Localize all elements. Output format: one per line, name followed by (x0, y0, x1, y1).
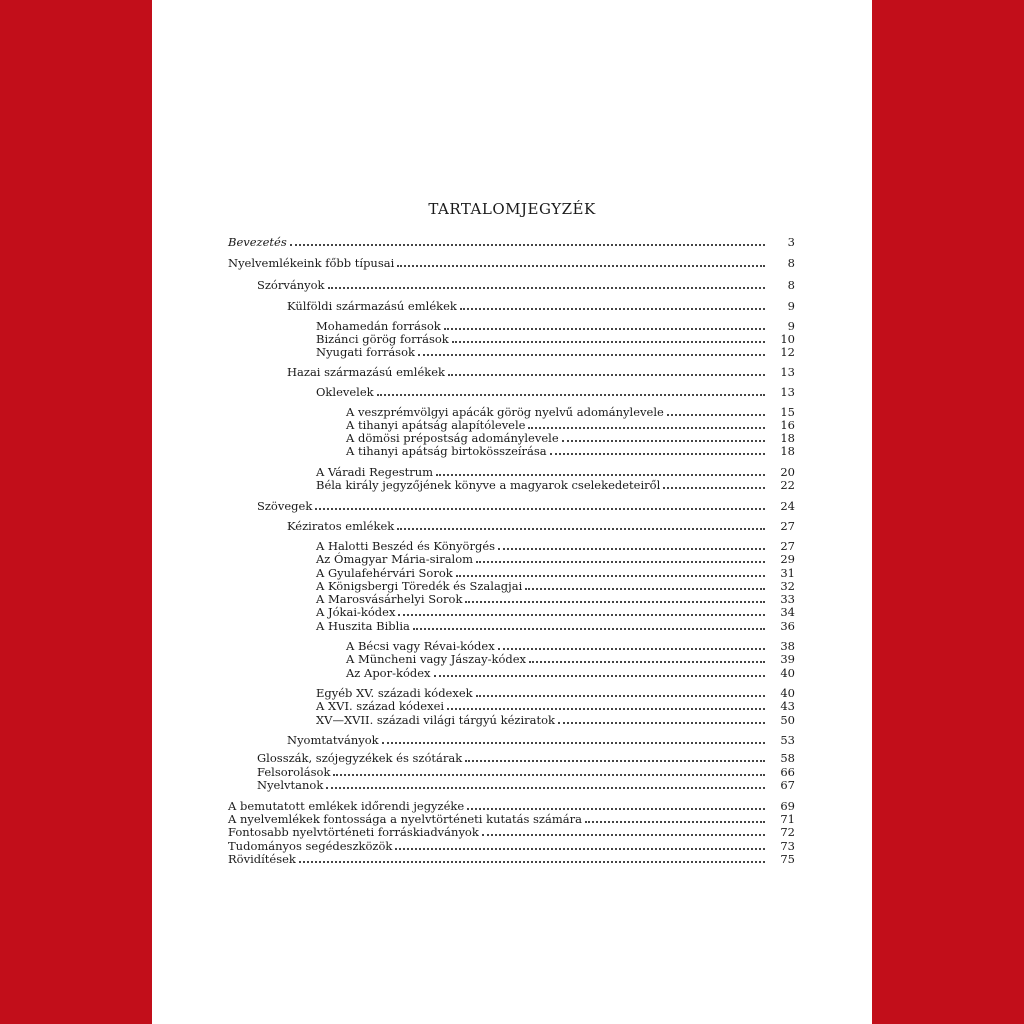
toc-entry-label: A XVI. század kódexei (316, 699, 445, 713)
leader-dots (326, 773, 765, 789)
toc-entry-label: Mohamedán források (316, 319, 441, 333)
toc-entry (228, 794, 795, 813)
toc-entry-page: 67 (780, 778, 795, 792)
toc-entry-label: A bemutatott emlékek időrendi jegyzéke (228, 799, 465, 813)
toc-entry-label: Kéziratos emlékek (287, 519, 395, 533)
toc-entry (228, 807, 795, 826)
toc-entry-label: XV—XVII. századi világi tárgyú kéziratok (316, 713, 555, 727)
toc-entry-page: 50 (780, 713, 795, 727)
toc-entry-page: 75 (780, 852, 795, 866)
toc-entry-page: 10 (780, 332, 795, 346)
toc-entry-label: Nyomtatványok (287, 733, 379, 747)
toc-entry (316, 314, 795, 333)
toc-entry (287, 294, 795, 313)
toc-entry-label: A Marosvásárhelyi Sorok (316, 592, 463, 606)
toc-entry-label: Szövegek (257, 499, 313, 513)
toc-entry (228, 251, 795, 270)
toc-entry-page: 13 (780, 385, 795, 399)
leader-dots (377, 380, 765, 396)
toc-entry-label: A dömösi prépostság adománylevele (346, 431, 559, 445)
toc-entry (316, 547, 795, 566)
toc-entry-label: A veszprémvölgyi apácák görög nyelvű adománylevele (346, 405, 664, 419)
toc-entry-page: 40 (780, 666, 795, 680)
leader-dots (460, 294, 765, 310)
toc-entry-page: 40 (780, 686, 795, 700)
toc-entry-page: 9 (787, 299, 795, 313)
toc-entry-page: 32 (780, 579, 795, 593)
toc-entry-page: 29 (780, 552, 795, 566)
leader-dots (663, 473, 765, 489)
toc-entry-label: Tudományos segédeszközök (228, 839, 393, 853)
leader-dots (418, 340, 765, 356)
toc-entry-page: 8 (787, 278, 795, 292)
toc-entry-page: 43 (780, 699, 795, 713)
toc-entry-page: 36 (780, 619, 795, 633)
leader-dots (550, 439, 765, 455)
toc-entry-page: 66 (780, 765, 795, 779)
leader-dots (382, 728, 765, 744)
toc-entry (228, 847, 795, 866)
toc-entry-label: Oklevelek (316, 385, 374, 399)
leader-dots (413, 614, 765, 630)
toc-entry-page: 9 (787, 319, 795, 333)
toc-entry-page: 73 (780, 839, 795, 853)
toc-entry-label: Szórványok (257, 278, 325, 292)
toc-entry (257, 746, 795, 765)
toc-entry-page: 72 (780, 825, 795, 839)
toc-entry-label: Béla király jegyzőjének könyve a magyarok cselekedeteiről (316, 478, 661, 492)
toc-entry (346, 439, 795, 458)
toc-entry-label: Külföldi származású emlékek (287, 299, 457, 313)
toc-entry (316, 380, 795, 399)
toc-entry-label: A Gyulafehérvári Sorok (316, 566, 453, 580)
toc-entry-label: A Müncheni vagy Jászay-kódex (346, 652, 527, 666)
toc-entry-page: 22 (780, 478, 795, 492)
toc-entry-label: A nyelvemlékek fontossága a nyelvtörténeti kutatás számára (228, 812, 582, 826)
toc-entry (346, 413, 795, 432)
toc-entry (316, 340, 795, 359)
book-page (152, 0, 872, 1024)
toc-entry-label: A Huszita Biblia (316, 619, 410, 633)
leader-dots (328, 273, 765, 289)
toc-entry-page: 38 (780, 639, 795, 653)
toc-entry (316, 587, 795, 606)
leader-dots (397, 251, 765, 267)
toc-entry-page: 24 (780, 499, 795, 513)
toc-entry-label: Nyugati források (316, 345, 415, 359)
toc-entry-page: 39 (780, 652, 795, 666)
toc-entry-page: 31 (780, 566, 795, 580)
toc-entry-label: A Váradi Regestrum (316, 465, 434, 479)
toc-entry (316, 614, 795, 633)
toc-entry (346, 661, 795, 680)
toc-entry-page: 69 (780, 799, 795, 813)
toc-entry (316, 473, 795, 492)
toc-entry (316, 460, 795, 479)
toc-entry (257, 273, 795, 292)
toc-entry-page: 27 (780, 519, 795, 533)
toc-entry-page: 16 (780, 418, 795, 432)
toc-entry (257, 773, 795, 792)
toc-entry-page: 20 (780, 465, 795, 479)
toc-entry (316, 561, 795, 580)
toc-entry-page: 13 (780, 365, 795, 379)
toc-entry-label: Hazai származású emlékek (287, 365, 446, 379)
toc-entry-label: Fontosabb nyelvtörténeti forráskiadványok (228, 825, 479, 839)
page-title: TARTALOMJEGYZÉK (428, 200, 596, 218)
toc-entry (316, 574, 795, 593)
toc-entry-page: 3 (787, 235, 795, 249)
toc-entry (287, 360, 795, 379)
leader-dots (315, 494, 765, 510)
toc-entry-page: 12 (780, 345, 795, 359)
toc-entry-label: A Jókai-kódex (316, 605, 396, 619)
toc-entry-label: Az Ómagyar Mária-siralom (316, 552, 474, 566)
leader-dots (448, 360, 765, 376)
toc-entry-label: A Königsbergi Töredék és Szalagjai (316, 579, 523, 593)
toc-entry-label: Az Apor-kódex (346, 666, 431, 680)
toc-entry-label: Rövidítések (228, 852, 296, 866)
toc-entry (287, 728, 795, 747)
toc-entry-page: 18 (780, 444, 795, 458)
toc-entry (346, 400, 795, 419)
toc-entry-label: Egyéb XV. századi kódexek (316, 686, 473, 700)
toc-entry-page: 34 (780, 605, 795, 619)
toc-entry (287, 514, 795, 533)
toc-entry-label: Felsorolások (257, 765, 331, 779)
toc-entry-page: 27 (780, 539, 795, 553)
toc-entry-label: A tihanyi apátság alapítólevele (346, 418, 526, 432)
toc-entry-page: 71 (780, 812, 795, 826)
toc-entry (228, 834, 795, 853)
toc-entry-label: Glosszák, szójegyzékek és szótárak (257, 751, 463, 765)
toc-entry (228, 820, 795, 839)
toc-entry (346, 634, 795, 653)
toc-entry-label: Nyelvemlékeink főbb típusai (228, 256, 395, 270)
toc-entry-page: 8 (787, 256, 795, 270)
toc-entry-label: A Halotti Beszéd és Könyörgés (316, 539, 496, 553)
leader-dots (290, 230, 765, 246)
toc-entry (316, 600, 795, 619)
leader-dots (299, 847, 765, 863)
toc-entry-page: 15 (780, 405, 795, 419)
toc-entry-page: 58 (780, 751, 795, 765)
toc-entry (346, 647, 795, 666)
toc-entry (316, 327, 795, 346)
toc-entry-label: Nyelvtanok (257, 778, 324, 792)
toc-entry (228, 230, 795, 249)
toc-entry-label: Bevezetés (228, 235, 287, 249)
toc-entry (316, 681, 795, 700)
toc-entry-label: Bizánci görög források (316, 332, 449, 346)
toc-entry (257, 494, 795, 513)
leader-dots (397, 514, 765, 530)
toc-entry-page: 53 (780, 733, 795, 747)
toc-entry (346, 426, 795, 445)
toc-entry (316, 534, 795, 553)
toc-entry (316, 694, 795, 713)
leader-dots (558, 708, 765, 724)
toc-entry-page: 18 (780, 431, 795, 445)
toc-entry-page: 33 (780, 592, 795, 606)
leader-dots (434, 661, 765, 677)
toc-entry-label: A tihanyi apátság birtokösszeírása (346, 444, 547, 458)
toc-entry (316, 708, 795, 727)
toc-entry-label: A Bécsi vagy Révai-kódex (346, 639, 495, 653)
toc-entry (257, 760, 795, 779)
